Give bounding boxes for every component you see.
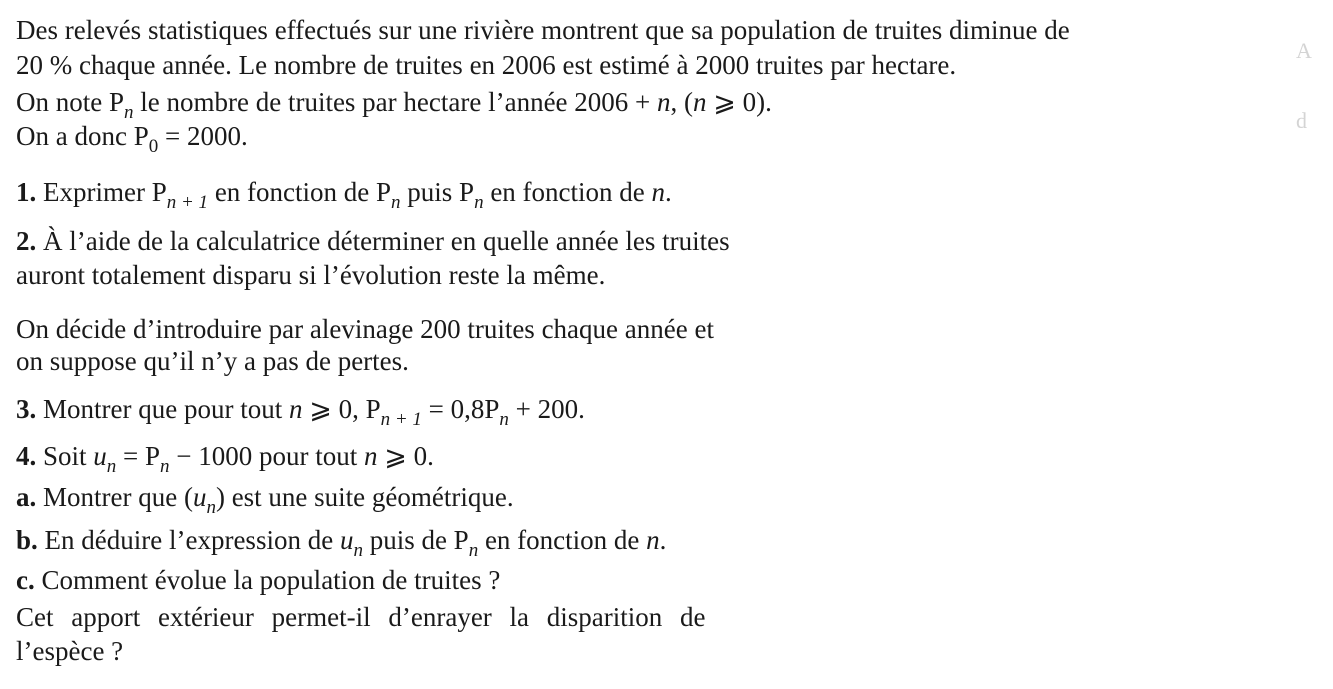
- question-1: 1. Exprimer $P_{n + 1}$ en fonction de $P_n$ puis $P_n$ en fonction de n.: [16, 177, 672, 213]
- bleed-through-artifact: A: [1296, 38, 1312, 63]
- question-4b: b. En déduire l’expression de $u_n$ puis de $P_n$ en fonction de n.: [16, 525, 667, 561]
- question-4c-line-1: c. Comment évolue la population de truites ?: [16, 565, 501, 595]
- question-2-line-2: auront totalement disparu si l’évolution reste la même.: [16, 260, 606, 290]
- context-line-2: on suppose qu’il n’y a pas de pertes.: [16, 346, 409, 376]
- intro-line-4: On a donc $P_0 = 2000$.: [16, 121, 248, 157]
- question-4c-line-2: Cet apport extérieur permet-il d’enrayer la disparition de: [16, 602, 706, 632]
- intro-line-1: Des relevés statistiques effectués sur une rivière montrent que sa population de truites diminue de: [16, 15, 1070, 45]
- question-4c-line-3: l’espèce ?: [16, 636, 124, 666]
- question-3: 3. Montrer que pour tout n ⩾ 0, $P_{n + 1} = 0,8P_n + 200$.: [16, 394, 585, 430]
- bleed-through-artifact: d: [1296, 108, 1307, 133]
- context-line-1: On décide d’introduire par alevinage 200 truites chaque année et: [16, 314, 714, 344]
- question-4: 4. Soit $u_n = P_n - 1000$ pour tout n ⩾ 0.: [16, 441, 434, 477]
- intro-line-2: 20 % chaque année. Le nombre de truites en 2006 est estimé à 2000 truites par hectare.: [16, 50, 957, 80]
- intro-line-3: On note $P_n$ le nombre de truites par hectare l’année 2006 + n, (n ⩾ 0).: [16, 87, 772, 123]
- question-4a: a. Montrer que $(u_n)$ est une suite géométrique.: [16, 482, 514, 518]
- question-2-line-1: 2. À l’aide de la calculatrice déterminer en quelle année les truites: [16, 226, 730, 256]
